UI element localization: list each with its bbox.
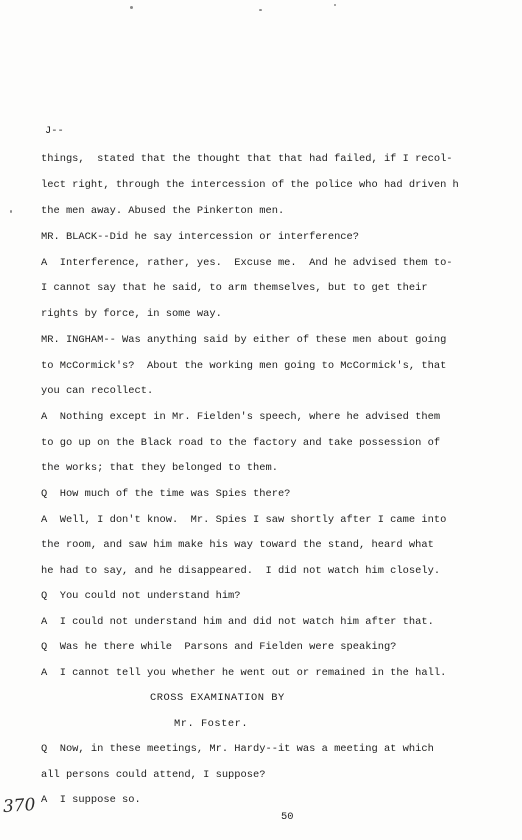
- transcript-line: I cannot say that he said, to arm themselves, but to get their: [41, 282, 428, 294]
- transcript-line: he had to say, and he disappeared. I did not watch him closely.: [41, 565, 441, 577]
- transcript-line: MR. BLACK--Did he say intercession or interference?: [41, 231, 360, 243]
- transcript-line: Q Now, in these meetings, Mr. Hardy--it was a meeting at which: [41, 743, 434, 755]
- transcript-line: to go up on the Black road to the factory and take possession of: [41, 437, 441, 449]
- paper-speck: [10, 210, 12, 213]
- transcript-line: A I cannot tell you whether he went out or remained in the hall.: [41, 667, 447, 679]
- transcript-line: lect right, through the intercession of the police who had driven h: [41, 179, 459, 191]
- page-number: 50: [281, 811, 294, 823]
- transcript-line: A I suppose so.: [41, 794, 141, 806]
- transcript-line: all persons could attend, I suppose?: [41, 769, 266, 781]
- transcript-line: A I could not understand him and did not watch him after that.: [41, 616, 434, 628]
- paper-speck: [334, 4, 336, 6]
- transcript-line: the works; that they belonged to them.: [41, 462, 278, 474]
- transcript-line: the room, and saw him make his way toward the stand, heard what: [41, 539, 434, 551]
- transcript-line: MR. INGHAM-- Was anything said by either of these men about going: [41, 334, 447, 346]
- transcript-line: Q How much of the time was Spies there?: [41, 488, 291, 500]
- transcript-line: Q Was he there while Parsons and Fielden were speaking?: [41, 641, 397, 653]
- transcript-line: A Well, I don't know. Mr. Spies I saw shortly after I came into: [41, 514, 447, 526]
- transcript-line: rights by force, in some way.: [41, 308, 222, 320]
- handwritten-margin-number: 370: [2, 794, 37, 818]
- transcript-line: you can recollect.: [41, 385, 154, 397]
- transcript-line: Q You could not understand him?: [41, 590, 241, 602]
- transcript-line: A Nothing except in Mr. Fielden's speech, where he advised them: [41, 411, 441, 423]
- section-marker: J--: [45, 125, 64, 137]
- transcript-line: A Interference, rather, yes. Excuse me. And he advised them to-: [41, 257, 453, 269]
- transcript-line: to McCormick's? About the working men going to McCormick's, that: [41, 360, 447, 372]
- paper-speck: [259, 9, 262, 11]
- transcript-line: things, stated that the thought that that had failed, if I recol-: [41, 153, 453, 165]
- examiner-name: Mr. Foster.: [174, 718, 249, 730]
- paper-speck: [130, 6, 133, 9]
- cross-examination-heading: CROSS EXAMINATION BY: [150, 692, 285, 704]
- transcript-line: the men away. Abused the Pinkerton men.: [41, 205, 285, 217]
